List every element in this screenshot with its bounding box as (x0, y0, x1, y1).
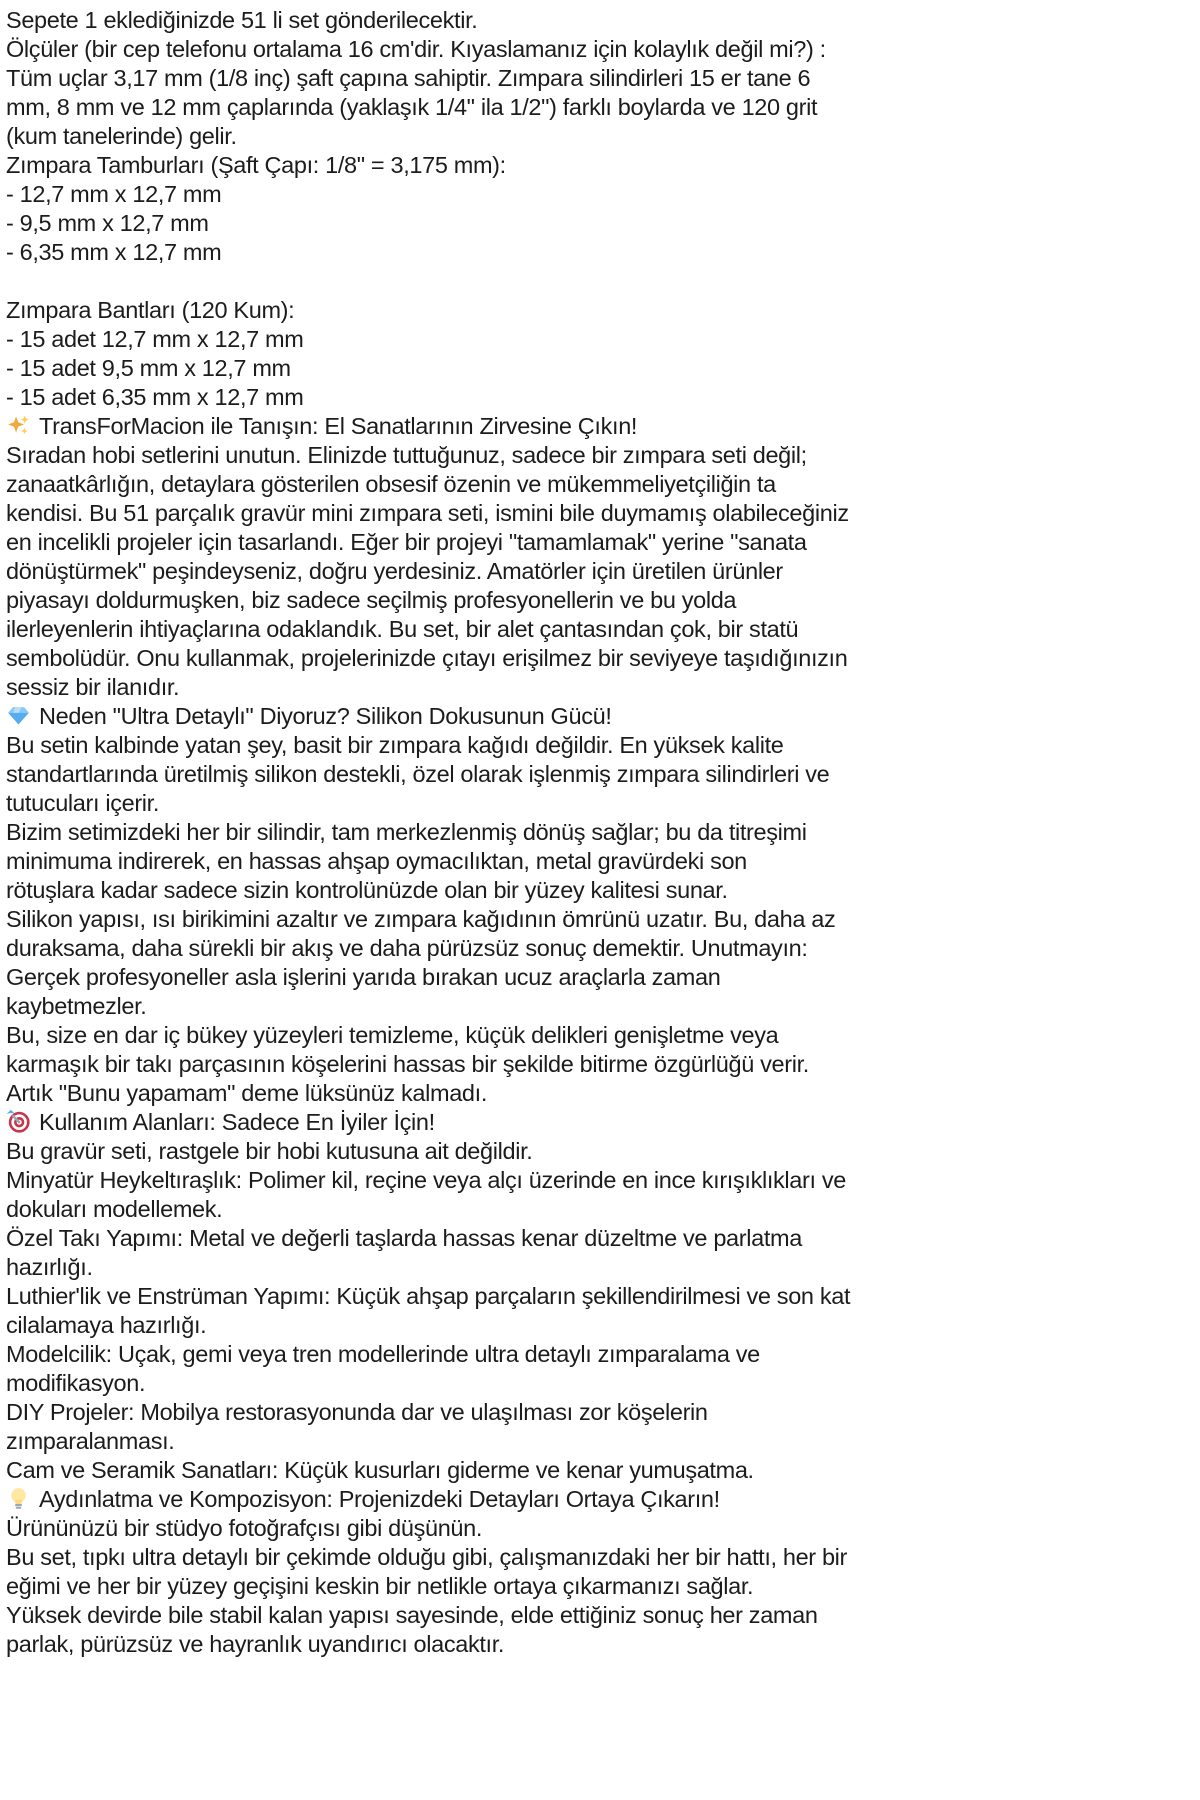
text-line (6, 1543, 1196, 1572)
line-text: Ölçüler (bir cep telefonu ortalama 16 cm'dir. Kıyaslamanız için kolaylık değil mi?) : (6, 36, 826, 62)
line-text: Bu gravür seti, rastgele bir hobi kutusuna ait değildir. (6, 1138, 533, 1164)
line-text: (kum tanelerinde) gelir. (6, 123, 237, 149)
line-text: DIY Projeler: Mobilya restorasyonunda dar ve ulaşılması zor köşelerin (6, 1399, 708, 1425)
text-line (6, 1485, 1196, 1514)
line-text: Neden "Ultra Detaylı" Diyoruz? Silikon Dokusunun Gücü! (39, 703, 612, 729)
text-line (6, 383, 1196, 412)
text-line (6, 615, 1196, 644)
line-text: Sıradan hobi setlerini unutun. Elinizde tuttuğunuz, sadece bir zımpara seti değil; (6, 442, 807, 468)
text-line (6, 1398, 1196, 1427)
text-line (6, 64, 1196, 93)
line-text: modifikasyon. (6, 1370, 146, 1396)
line-text: tutucuları içerir. (6, 790, 160, 816)
text-line (6, 1369, 1196, 1398)
line-text: hazırlığı. (6, 1254, 93, 1280)
text-line (6, 1079, 1196, 1108)
text-line (6, 528, 1196, 557)
text-line (6, 122, 1196, 151)
text-line (6, 1224, 1196, 1253)
text-line (6, 673, 1196, 702)
sparkles-icon (6, 413, 34, 438)
text-line (6, 238, 1196, 267)
text-line (6, 209, 1196, 238)
line-text: dönüştürmek" peşindeyseniz, doğru yerdesiniz. Amatörler için üretilen ürünler (6, 558, 783, 584)
text-line (6, 499, 1196, 528)
text-line (6, 1340, 1196, 1369)
text-line (6, 1253, 1196, 1282)
line-text: cilalamaya hazırlığı. (6, 1312, 207, 1338)
text-line (6, 93, 1196, 122)
gem-icon (6, 703, 34, 728)
line-text: sessiz bir ilanıdır. (6, 674, 180, 700)
line-text: Silikon yapısı, ısı birikimini azaltır ve zımpara kağıdının ömrünü uzatır. Bu, daha az (6, 906, 836, 932)
line-text: - 15 adet 9,5 mm x 12,7 mm (6, 355, 291, 381)
line-text: en incelikli projeler için tasarlandı. Eğer bir projeyi "tamamlamak" yerine "sanata (6, 529, 807, 555)
blank-line (6, 267, 1196, 296)
line-text: Kullanım Alanları: Sadece En İyiler İçin! (39, 1109, 435, 1135)
text-line (6, 1630, 1196, 1659)
text-line (6, 35, 1196, 64)
text-line (6, 1195, 1196, 1224)
text-line (6, 847, 1196, 876)
line-text: kaybetmezler. (6, 993, 147, 1019)
text-line (6, 1166, 1196, 1195)
line-text: dokuları modellemek. (6, 1196, 223, 1222)
text-line (6, 1572, 1196, 1601)
bulb-icon (6, 1486, 34, 1511)
line-text: Yüksek devirde bile stabil kalan yapısı sayesinde, elde ettiğiniz sonuç her zaman (6, 1602, 818, 1628)
line-text: Aydınlatma ve Kompozisyon: Projenizdeki Detayları Ortaya Çıkarın! (39, 1486, 720, 1512)
text-line (6, 180, 1196, 209)
line-text: mm, 8 mm ve 12 mm çaplarında (yaklaşık 1/4" ila 1/2") farklı boylarda ve 120 grit (6, 94, 818, 120)
line-text: duraksama, daha sürekli bir akış ve daha pürüzsüz sonuç demektir. Unutmayın: (6, 935, 808, 961)
line-text: Ürününüzü bir stüdyo fotoğrafçısı gibi düşünün. (6, 1515, 483, 1541)
line-text: Tüm uçlar 3,17 mm (1/8 inç) şaft çapına sahiptir. Zımpara silindirleri 15 er tane 6 (6, 65, 811, 91)
line-text: Bu setin kalbinde yatan şey, basit bir zımpara kağıdı değildir. En yüksek kalite (6, 732, 784, 758)
text-line (6, 151, 1196, 180)
line-text: rötuşlara kadar sadece sizin kontrolünüzde olan bir yüzey kalitesi sunar. (6, 877, 728, 903)
dart-icon (6, 1109, 34, 1134)
line-text: Zımpara Tamburları (Şaft Çapı: 1/8" = 3,175 mm): (6, 152, 506, 178)
line-text: - 6,35 mm x 12,7 mm (6, 239, 222, 265)
text-line (6, 905, 1196, 934)
text-line (6, 876, 1196, 905)
text-line (6, 934, 1196, 963)
text-line (6, 1456, 1196, 1485)
line-text: - 9,5 mm x 12,7 mm (6, 210, 209, 236)
text-line (6, 1427, 1196, 1456)
line-text: zımparalanması. (6, 1428, 175, 1454)
text-line (6, 1514, 1196, 1543)
text-line (6, 412, 1196, 441)
line-text: parlak, pürüzsüz ve hayranlık uyandırıcı olacaktır. (6, 1631, 505, 1657)
line-text: Artık "Bunu yapamam" deme lüksünüz kalmadı. (6, 1080, 487, 1106)
line-text: - 15 adet 12,7 mm x 12,7 mm (6, 326, 304, 352)
line-text: Minyatür Heykeltıraşlık: Polimer kil, reçine veya alçı üzerinde en ince kırışıklıkları ve (6, 1167, 846, 1193)
line-text: Cam ve Seramik Sanatları: Küçük kusurları giderme ve kenar yumuşatma. (6, 1457, 754, 1483)
line-text: Gerçek profesyoneller asla işlerini yarıda bırakan ucuz araçlarla zaman (6, 964, 721, 990)
line-text: kendisi. Bu 51 parçalık gravür mini zımpara seti, ismini bile duymamış olabileceğiniz (6, 500, 849, 526)
line-text: Özel Takı Yapımı: Metal ve değerli taşlarda hassas kenar düzeltme ve parlatma (6, 1225, 802, 1251)
line-text: Sepete 1 eklediğinizde 51 li set gönderilecektir. (6, 7, 478, 33)
line-text: standartlarında üretilmiş silikon destekli, özel olarak işlenmiş zımpara silindirleri ve (6, 761, 830, 787)
line-text: Bizim setimizdeki her bir silindir, tam merkezlenmiş dönüş sağlar; bu da titreşimi (6, 819, 807, 845)
line-text: - 12,7 mm x 12,7 mm (6, 181, 222, 207)
text-line (6, 1021, 1196, 1050)
text-line (6, 731, 1196, 760)
text-line (6, 441, 1196, 470)
text-line (6, 470, 1196, 499)
line-text: ilerleyenlerin ihtiyaçlarına odaklandık. Bu set, bir alet çantasından çok, bir statü (6, 616, 799, 642)
line-text: zanaatkârlığın, detaylara gösterilen obsesif özenin ve mükemmeliyetçiliğin ta (6, 471, 776, 497)
text-line (6, 1137, 1196, 1166)
text-line (6, 644, 1196, 673)
line-text: piyasayı doldurmuşken, biz sadece seçilmiş profesyonellerin ve bu yolda (6, 587, 737, 613)
text-line (6, 992, 1196, 1021)
text-line (6, 325, 1196, 354)
text-line (6, 760, 1196, 789)
line-text: Zımpara Bantları (120 Kum): (6, 297, 295, 323)
text-line (6, 1311, 1196, 1340)
text-line (6, 702, 1196, 731)
text-line (6, 818, 1196, 847)
line-text: Bu set, tıpkı ultra detaylı bir çekimde olduğu gibi, çalışmanızdaki her bir hattı, her bir (6, 1544, 848, 1570)
text-line (6, 789, 1196, 818)
text-line (6, 1601, 1196, 1630)
text-line (6, 1108, 1196, 1137)
text-line (6, 963, 1196, 992)
line-text: TransForMacion ile Tanışın: El Sanatlarının Zirvesine Çıkın! (39, 413, 638, 439)
line-text: minimuma indirerek, en hassas ahşap oymacılıktan, metal gravürdeki son (6, 848, 747, 874)
text-line (6, 6, 1196, 35)
text-line (6, 1282, 1196, 1311)
line-text: Luthier'lik ve Enstrüman Yapımı: Küçük ahşap parçaların şekillendirilmesi ve son kat (6, 1283, 851, 1309)
text-line (6, 296, 1196, 325)
line-text: eğimi ve her bir yüzey geçişini keskin bir netlikle ortaya çıkarmanızı sağlar. (6, 1573, 754, 1599)
line-text: - 15 adet 6,35 mm x 12,7 mm (6, 384, 304, 410)
line-text: Bu, size en dar iç bükey yüzeyleri temizleme, küçük delikleri genişletme veya (6, 1022, 779, 1048)
line-text: Modelcilik: Uçak, gemi veya tren modellerinde ultra detaylı zımparalama ve (6, 1341, 760, 1367)
line-text: karmaşık bir takı parçasının köşelerini hassas bir şekilde bitirme özgürlüğü verir. (6, 1051, 809, 1077)
text-line (6, 586, 1196, 615)
text-line (6, 557, 1196, 586)
line-text: sembolüdür. Onu kullanmak, projelerinizde çıtayı erişilmez bir seviyeye taşıdığınızın (6, 645, 848, 671)
text-line (6, 1050, 1196, 1079)
text-line (6, 354, 1196, 383)
